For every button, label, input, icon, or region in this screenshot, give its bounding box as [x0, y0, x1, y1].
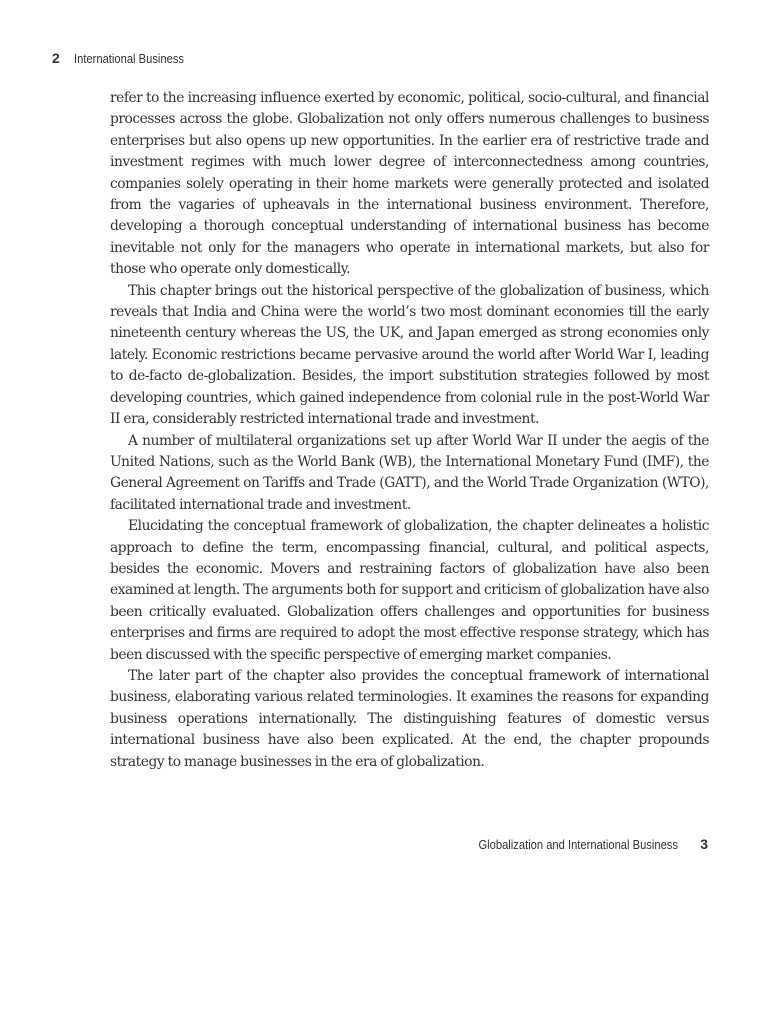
- body-text: [110, 88, 709, 773]
- paragraph-4: Elucidating the conceptual framework of globalization, the chapter delineates a holistic approach to define the term, encompassing financial, cultural, and political aspects, besides the economic. Movers and restraining factors of globalization have also been examined at length. The arguments both for support and criticism of globalization have also been critically evaluated. Globalization offers challenges and opportunities for business enterprises and firms are required to adopt the most effective response strategy, which has been discussed with the specific perspective of emerging market companies.: [110, 518, 709, 663]
- book-title: International Business: [73, 51, 184, 66]
- page-number-left: 2: [52, 50, 60, 66]
- paragraph-3: A number of multilateral organizations set up after World War II under the aegis of the United Nations, such as the World Bank (WB), the International Monetary Fund (IMF), the General Agreement on Tariffs and Trade (GATT), and the World Trade Organization (WTO), facilitated international trade and investment.: [110, 432, 709, 513]
- paragraph-1: refer to the increasing influence exerted by economic, political, socio-cultural, and financial processes across the globe. Globalization not only offers numerous challenges to business enterprises but also opens up new opportunities. In the earlier era of restrictive trade and investment regimes with much lower degree of interconnectedness among countries, companies solely operating in their home markets were generally protected and isolated from the vagaries of upheavals in the international business environment. Therefore, developing a thorough conceptual understanding of international business has become inevitable not only for the managers who operate in international markets, but also for those who operate only domestically.: [110, 90, 709, 278]
- page-number-right: 3: [700, 836, 708, 852]
- running-foot: [446, 836, 708, 852]
- paragraph-2: This chapter brings out the historical perspective of the globalization of business, which reveals that India and China were the world’s two most dominant economies till the early nineteenth century whereas the US, the UK, and Japan emerged as strong economies only lately. Economic restrictions became pervasive around the world after World War I, leading to de-facto de-globalization. Besides, the import substitution strategies followed by most developing countries, which gained independence from colonial rule in the post-World War II era, considerably restricted international trade and investment.: [110, 282, 709, 428]
- running-head: [52, 50, 202, 66]
- paragraph-5: The later part of the chapter also provides the conceptual framework of international business, elaborating various related terminologies. It examines the reasons for expanding business operations internationally. The distinguishing features of domestic versus international business have also been explicated. At the end, the chapter propounds strategy to manage businesses in the era of globalization.: [110, 667, 709, 770]
- chapter-title: Globalization and International Business: [478, 837, 679, 852]
